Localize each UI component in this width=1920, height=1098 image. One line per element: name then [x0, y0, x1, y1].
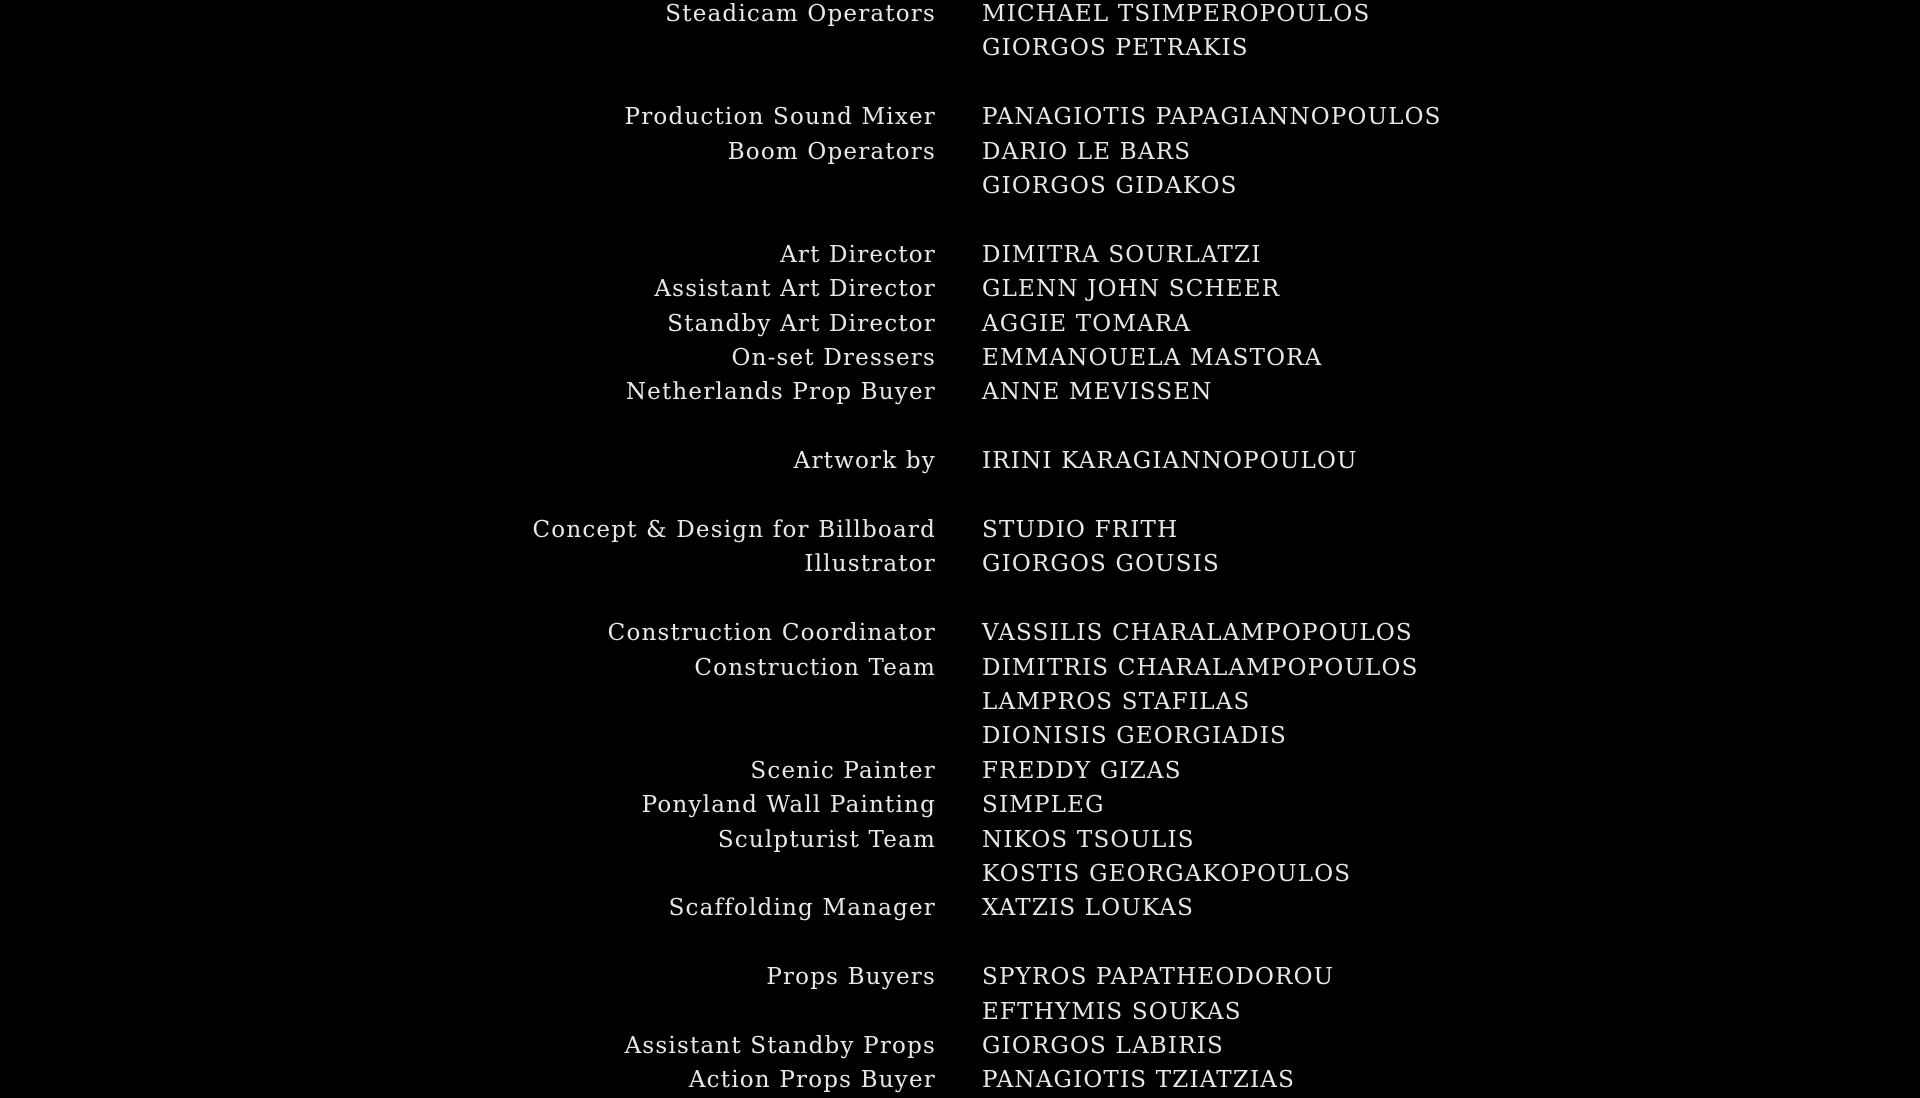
credit-line: [0, 272, 1920, 306]
credit-name: KOSTIS GEORGAKOPOULOS: [982, 861, 1352, 887]
credit-line: [0, 203, 1920, 237]
credit-line: [0, 307, 1920, 341]
credit-role: Concept & Design for Billboard: [532, 517, 936, 543]
credit-role: On-set Dressers: [731, 345, 936, 371]
credit-line: [0, 582, 1920, 616]
credit-name: VASSILIS CHARALAMPOPOULOS: [982, 620, 1413, 647]
credit-line: [0, 375, 1920, 409]
credit-role: Action Props Buyer: [688, 1067, 936, 1094]
credit-name: DARIO LE BARS: [982, 138, 1192, 165]
credit-role: Construction Team: [694, 654, 936, 681]
credit-line: [0, 616, 1920, 650]
credit-line: [0, 891, 1920, 925]
credit-role: Scaffolding Manager: [668, 895, 936, 922]
credit-role: Illustrator: [804, 551, 936, 578]
credit-name: GIORGOS GIDAKOS: [982, 173, 1238, 199]
credit-name: IRINI KARAGIANNOPOULOU: [982, 448, 1358, 475]
credit-role: Steadicam Operators: [665, 1, 936, 27]
credit-line: [0, 926, 1920, 960]
credit-name: GIORGOS LABIRIS: [982, 1033, 1224, 1059]
credit-name: PANAGIOTIS TZIATZIAS: [982, 1067, 1296, 1094]
credit-name: XATZIS LOUKAS: [982, 895, 1195, 922]
credit-line: [0, 547, 1920, 581]
credit-line: [0, 823, 1920, 857]
credit-line: [0, 719, 1920, 753]
credit-line: [0, 135, 1920, 169]
credit-line: [0, 1029, 1920, 1063]
credit-role: Boom Operators: [727, 138, 936, 165]
credit-name: SPYROS PAPATHEODOROU: [982, 964, 1335, 991]
credit-name: ANNE MEVISSEN: [982, 379, 1213, 406]
credit-line: [0, 651, 1920, 685]
credit-line: [0, 754, 1920, 788]
credit-role: Construction Coordinator: [607, 620, 936, 647]
credit-line: [0, 410, 1920, 444]
credit-role: Scenic Painter: [750, 757, 936, 784]
credit-role: Standby Art Director: [667, 310, 936, 337]
credit-line: [0, 31, 1920, 65]
credit-line: [0, 513, 1920, 547]
credit-name: MICHAEL TSIMPEROPOULOS: [982, 1, 1371, 27]
credit-name: DIMITRIS CHARALAMPOPOULOS: [982, 654, 1419, 681]
credit-name: GIORGOS PETRAKIS: [982, 35, 1249, 62]
credit-name: EFTHYMIS SOUKAS: [982, 998, 1242, 1025]
credit-name: PANAGIOTIS PAPAGIANNOPOULOS: [982, 104, 1442, 131]
credit-name: GIORGOS GOUSIS: [982, 551, 1220, 578]
credit-name: GLENN JOHN SCHEER: [982, 276, 1281, 303]
credit-line: [0, 100, 1920, 134]
credit-line: [0, 960, 1920, 994]
credit-line: [0, 995, 1920, 1029]
credit-role: Art Director: [780, 241, 936, 268]
credit-line: [0, 788, 1920, 822]
credit-line: [0, 857, 1920, 891]
credit-line: [0, 341, 1920, 375]
credit-role: Production Sound Mixer: [624, 104, 936, 131]
credit-line: [0, 66, 1920, 100]
credit-role: Props Buyers: [766, 964, 936, 991]
credit-role: Artwork by: [793, 448, 936, 475]
credit-name: AGGIE TOMARA: [982, 310, 1192, 337]
credit-line: [0, 479, 1920, 513]
credit-role: Netherlands Prop Buyer: [625, 379, 936, 406]
credit-name: SIMPLEG: [982, 792, 1105, 819]
credit-role: Assistant Art Director: [654, 276, 936, 303]
credit-line: [0, 238, 1920, 272]
credit-name: EMMANOUELA MASTORA: [982, 345, 1323, 371]
credit-name: NIKOS TSOULIS: [982, 826, 1195, 853]
credit-role: Assistant Standby Props: [624, 1033, 936, 1059]
credit-line: [0, 0, 1920, 31]
credit-line: [0, 169, 1920, 203]
credit-name: DIMITRA SOURLATZI: [982, 241, 1262, 268]
credit-role: Sculpturist Team: [717, 826, 936, 853]
credit-role: Ponyland Wall Painting: [641, 792, 936, 819]
credit-line: [0, 444, 1920, 478]
credit-name: DIONISIS GEORGIADIS: [982, 723, 1287, 750]
credit-line: [0, 685, 1920, 719]
credit-name: STUDIO FRITH: [982, 517, 1179, 543]
credit-line: [0, 1063, 1920, 1097]
credit-name: FREDDY GIZAS: [982, 757, 1182, 784]
credit-name: LAMPROS STAFILAS: [982, 689, 1251, 715]
